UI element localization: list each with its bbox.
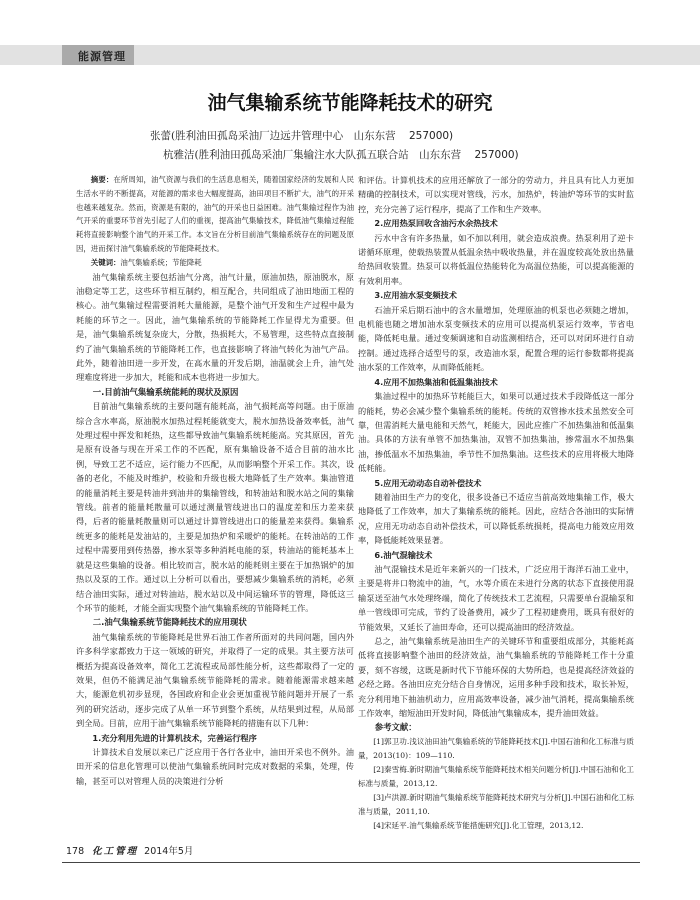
author-1-affiliation: 张蕾(胜利油田孤岛采油厂边远井管理中心 山东东营 <box>150 130 396 142</box>
conclusion-paragraph: 总之，油气集输系统是油田生产的关键环节和重要组成部分，其能耗高低将直接影响整个油田的经济效益，油气集输系统的节能降耗工作十分重要，刻不容缓，这既是新时代下节能环保的大势所趋，也是提高经济效益的必经之路。各油田应充分结合自身情况，运用多种手段和技术，取长补短，充分利用地下抽油机动力，应用高效率设备，减少油气消耗，提高集输系统工作效率，缩短油田开发时间，降低油气集输成本，提升油田效益。 <box>358 636 634 719</box>
keywords-text: 油气集输系统；节能降耗 <box>120 257 202 267</box>
section-2-heading: 二.油气集输系统节能降耗技术的应用现状 <box>92 617 247 628</box>
page-number: 178 <box>66 846 85 857</box>
reference-item: [1]郭卫功.浅议油田油气集输系统的节能降耗技术[J].中国石油和化工标准与质量，2013(10)：109—110. <box>358 736 634 760</box>
author-1-postcode: 257000) <box>408 130 454 142</box>
continued-paragraph: 和评估。计算机技术的应用还解放了一部分的劳动力，并且具有比人力更加精确的控制技术，可以实现对管线，污水，加热炉，转油炉等环节的实时监控，充分完善了运行程序，提高了工作和生产效率。 <box>358 175 634 214</box>
issue-date: 2014年5月 <box>144 846 194 857</box>
abstract <box>76 173 354 256</box>
keywords-label: 关键词： <box>90 257 121 267</box>
subsection-1-heading: 1.充分利用先进的计算机技术，完善运行程序 <box>92 732 257 743</box>
left-column <box>76 173 354 788</box>
section-2-paragraph: 油气集输系统的节能降耗是世界石油工作者所面对的共同问题，国内外许多科学家都致力于这一领域的研究，并取得了一定的成果。其主要方法可概括为提高设备效率，简化工艺流程或局部性能分析，这些都取得了一定的效果，但仍不能满足油气集输系统节能降耗的需求。随着能源需求越来越大，能源危机初步显现，各国政府和企业会更加重视节能问题并开展了一系列的研究活动，逐步完成了从单一环节到整个系统，从结果到过程，从局部到全局。目前，应用于油气集输系统节能降耗的措施有以下几种： <box>76 631 354 729</box>
reference-item: [4]宋延平.油气集输系统节能措施研究[J].化工管理，2013,12. <box>373 820 584 830</box>
subsection-6-paragraph: 油气混输技术是近年来新兴的一门技术，广泛应用于海洋石油工业中，主要是将井口物流中的油，气，水等介质在未进行分离的状态下直接使用混输泵送至油气水处理终端，简化了传统技术工艺流程，只需要单台混输泵和单一管线即可完成，节约了设备费用，减少了工程初建费用，既具有很好的节能效果，又延长了油田寿命，还可以提高油田的经济效益。 <box>358 563 634 632</box>
subsection-5-paragraph: 随着油田生产力的变化，很多设备已不适应当前高效地集输工作，极大地降低了工作效率，加大了集输系统的能耗。因此，应结合各油田的实际情况，应用无功动态自动补偿技术，可以降低系统损耗，提高电力能效应用效率，降低能耗效果显著。 <box>358 491 634 546</box>
subsection-3-heading: 3.应用油水泵变频技术 <box>374 290 457 301</box>
abstract-text: 在所周知，油气资源与我们的生活息息相关，随着国家经济的发展和人民生活水平的不断提高，对能源的需求也大幅度提高，油田项目不断扩大，油气的开采也越来越复杂。然而，资源是有限的，油气的开采也日益困难。油气集输过程作为油气开采的重要环节首先引起了人们的重视，提高油气集输技术，降低油气集输过程能耗将直接影响整个油气的开采工作。本文旨在分析目前油气集输系统存在的问题及原因，进而探讨油气集输系统的节能降耗技术。 <box>76 175 354 253</box>
section-tag: 能源管理 <box>78 50 126 63</box>
article-title: 油气集输系统节能降耗技术的研究 <box>207 92 493 114</box>
author-line-2 <box>163 147 643 162</box>
author-2-postcode: 257000) <box>474 149 519 161</box>
page-footer <box>66 843 193 857</box>
subsection-2-paragraph: 污水中含有许多热量，如不加以利用，就会造成浪费。热泵利用了逆卡诺循环原理，使载热装置从低温余热中吸收热量，并在温度较高处放出热量给热回收装置。热泵可以将低温位热能转化为高温位热能，可以提高能源的有效利用率。 <box>358 232 634 286</box>
subsection-1-paragraph: 计算技术自发展以来已广泛应用于各行各业中，油田开采也不例外。油田开采的信息化管理可以使油气集输系统同时完成对数据的采集，处理，传输，甚至可以对管理人员的决策进行分析 <box>76 746 354 786</box>
subsection-4-heading: 4.应用不加热集油和低温集油技术 <box>374 376 498 387</box>
author-2-affiliation: 杭雅洁(胜利油田孤岛采油厂集输注水大队孤五联合站 山东东营 <box>163 149 462 161</box>
subsection-2-heading: 2.应用热泵回收含油污水余热技术 <box>374 218 498 229</box>
subsection-3-paragraph: 石油开采后期石油中的含水量增加，处理原油的机泵也必须随之增加，电机能也随之增加油水泵变频技术的应用可以提高机泵运行效率，节省电能，降低耗电量。通过变频调速和自动监测相结合，还可以对闭环进行自动控制。通过选择合适型号的泵，改造油水泵，配置合理的运行参数都将提高油水泵的工作效率，从而降低能耗。 <box>358 304 634 373</box>
keywords <box>76 256 354 270</box>
references-heading: 参考文献： <box>374 722 417 733</box>
reference-item: [3]卢洪源.新时期油气集输系统节能降耗技术研究与分析[J].中国石油和化工标准与质量，2011,10. <box>358 792 634 816</box>
journal-name: 化工管理 <box>92 846 139 857</box>
subsection-4-paragraph: 集油过程中的加热环节耗能巨大，如果可以通过技术手段降低这一部分的能耗，势必会减少整个集输系统的能耗。传统的双管掺水技术虽然安全可靠，但需消耗大量电能和天然气，耗能大，因此应推广不加热集油和低温集油。具体的方法有单管不加热集油，双管不加热集油，掺常温水不加热集油，掺低温水不加热集油，季节性不加热集油。这些技术的应用将极大地降低耗能。 <box>358 391 634 474</box>
abstract-label: 摘要： <box>90 175 114 184</box>
intro-paragraph: 油气集输系统主要包括油气分离，油气计量，原油加热，原油脱水，原油稳定等工艺，这些环节相互制约，相互配合，共同组成了油田地面工程的核心。油气集输过程需要消耗大量能源，是整个油气开发和生产过程中最为耗能的环节之一。因此，油气集输系统的节能降耗工作显得尤为重要。但是，油气集输系统复杂庞大，分散，热损耗大，不易管理，这些特点直接制约了油气集输系统的节能降耗工作，也直接影响了将油气转化为油气产品。此外，随着油田进一步开发，在高水量的开发后期，油温就会上升，油气处理难度将进一步加大，耗能和成本也将进一步加大。 <box>76 271 354 383</box>
right-column <box>358 173 634 833</box>
section-1-paragraph: 目前油气集输系统的主要问题有能耗高，油气损耗高等问题。由于原油综合含水率高，原油脱水加热过程耗能就变大，脱水加热设备效率低，油气处理过程中挥发和耗热，这些都导致油气集输系统耗能高。究其原因，首先是原有设备与现在开采工作的不匹配，原有集输设备不适合目前的油水比例，导致工艺不适应，运行能力不匹配，从而影响整个开采工作。其次，设备的老化，不能及时维护，校验和升级也极大地降低了生产效率。集油管道的能量消耗主要是转油井到油井的集输管线，和转油站和脱水站之间的集输管线。前者的能量耗散量可以通过测量管线进出口的温度差和压力差来获得，后者的能量耗散量则可以通过计算管线进出口的能量差来获得。集输系统更多的能耗是发油站的，主要是加热炉和采暖炉的能耗。在转油站的工作过程中需要用到传热器，掺水泵等多种消耗电能的泵，转油站的能耗基本上就是这些集输的设备。相比较而言，脱水站的能耗则主要在于加热锅炉的加热以及泵的工作。通过以上分析可以看出，要想减少集输系统的消耗，必须结合油田实际，通过对转油站，脱水站以及中间运输环节的管理，降低这三个环节的能耗，才能全面实现整个油气集输系统的节能降耗工作。 <box>76 401 354 613</box>
subsection-5-heading: 5.应用无动动态自动补偿技术 <box>374 477 482 488</box>
footer-rule <box>62 862 640 863</box>
subsection-6-heading: 6.油气混输技术 <box>374 549 433 560</box>
reference-item: [2]秦雪梅.新时期油气集输系统节能降耗技术相关问题分析[J].中国石油和化工标准与质量，2013,12. <box>358 764 634 788</box>
section-1-heading: 一.目前油气集输系统能耗的现状及原因 <box>92 386 239 397</box>
author-line-1 <box>150 128 630 143</box>
